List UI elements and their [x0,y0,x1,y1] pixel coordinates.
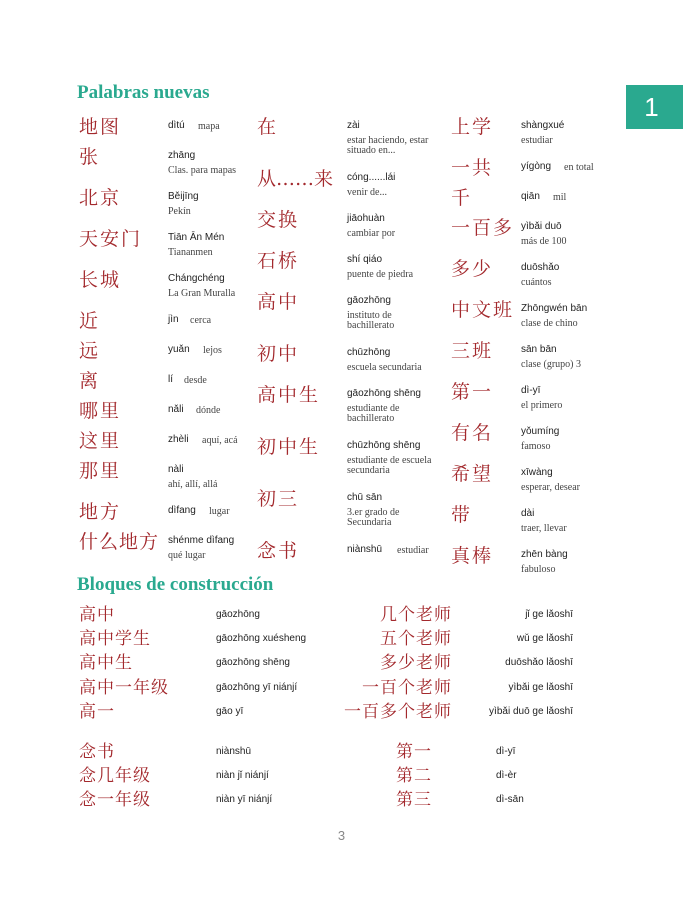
block-pinyin: gāozhōng yī niánjí [216,682,298,693]
block-hanzi: 第三 [396,790,432,810]
vocab-spanish: mapa [198,121,220,132]
vocab-hanzi: 那里 [79,460,122,482]
block-pinyin: gāozhōng [216,609,260,620]
vocab-pinyin: dìtú [168,120,185,131]
vocab-pinyin: gāozhōng shēng [347,388,421,399]
block-pinyin: dì-yī [496,746,516,757]
vocab-spanish: dónde [196,405,221,416]
vocab-hanzi: 初三 [257,488,300,510]
page-number: 3 [337,828,346,843]
vocab-hanzi: 三班 [451,340,494,362]
vocab-spanish: instituto de bachillerato [347,310,395,331]
vocab-spanish: puente de piedra [347,269,414,280]
vocab-hanzi: 千 [451,187,473,209]
block-hanzi: 念一年级 [79,790,151,810]
block-pinyin: gāo yī [216,706,244,717]
vocab-spanish: cerca [190,315,212,326]
vocab-spanish: lugar [209,506,230,517]
vocab-pinyin: dì-yī [521,385,541,396]
vocab-spanish: venir de... [347,187,387,198]
vocab-pinyin: sān bān [521,344,557,355]
block-pinyin: wǔ ge lǎoshī [516,633,573,644]
vocab-spanish: Pekín [168,206,191,217]
vocab-spanish: famoso [521,441,551,452]
vocab-spanish: estar haciendo, estar situado en... [347,135,429,156]
block-pinyin: dì-èr [496,770,517,781]
vocab-pinyin: jìn [168,314,179,325]
vocab-pinyin: yǒumíng [521,426,560,437]
vocab-spanish: desde [184,375,207,386]
vocab-spanish: traer, llevar [521,523,567,534]
block-pinyin: gāozhōng xuésheng [216,633,307,644]
vocab-spanish: La Gran Muralla [168,288,236,299]
vocab-hanzi: 高中 [257,291,300,313]
vocab-spanish: más de 100 [521,236,567,247]
block-hanzi: 高中一年级 [79,678,169,698]
vocab-spanish: Clas. para mapas [168,165,237,176]
vocab-spanish: 3.er grado de Secundaria [347,507,400,528]
block-hanzi: 几个老师 [380,605,452,625]
vocab-pinyin: Běijīng [168,191,199,202]
block-hanzi: 五个老师 [380,629,452,649]
block-pinyin: niàn yī niánjí [216,794,273,805]
block-pinyin: gāozhōng shēng [216,657,290,668]
vocab-spanish: cuántos [521,277,552,288]
vocab-pinyin: lí [168,374,173,385]
vocab-spanish: cambiar por [347,228,396,239]
vocab-spanish: aquí, acá [202,435,238,446]
vocab-hanzi: 上学 [451,116,494,138]
vocab-spanish: estudiante de bachillerato [347,403,400,424]
vocab-pinyin: nǎli [168,404,184,415]
block-hanzi: 高一 [79,702,115,722]
vocab-spanish: estudiar [397,545,429,556]
vocab-hanzi: 什么地方 [79,531,160,553]
vocab-pinyin: nàli [168,464,184,475]
vocab-hanzi: 初中生 [257,436,321,458]
vocab-hanzi: 石桥 [257,250,300,272]
vocab-spanish: clase (grupo) 3 [521,359,581,370]
block-pinyin: yìbǎi ge lǎoshī [508,682,573,693]
block-hanzi: 第二 [396,766,432,786]
vocab-pinyin: Zhōngwén bān [521,303,588,314]
vocab-hanzi: 一共 [451,157,494,179]
block-hanzi: 高中学生 [79,629,151,649]
vocab-spanish: lejos [203,345,222,356]
vocab-hanzi: 地方 [79,501,122,523]
block-hanzi: 念书 [79,742,115,762]
vocab-hanzi: 远 [79,340,101,362]
palabras-nuevas-heading: Palabras nuevas [77,82,210,103]
vocab-spanish: escuela secundaria [347,362,422,373]
vocab-hanzi: 一百多 [451,217,515,239]
vocab-hanzi: 交换 [257,209,300,231]
vocab-hanzi: 这里 [79,430,122,452]
block-hanzi: 一百多个老师 [344,702,452,722]
vocab-pinyin: chū sān [347,492,383,503]
vocab-pinyin: zhēn bàng [521,549,568,560]
vocab-pinyin: jiāohuàn [347,213,385,224]
vocab-pinyin: Tiān Ān Mén [168,232,225,243]
vocab-spanish: Tiananmen [168,247,213,258]
vocab-pinyin: yìbǎi duō [521,221,562,232]
block-hanzi: 高中 [79,605,115,625]
vocab-hanzi: 希望 [451,463,494,485]
vocab-hanzi: 初中 [257,343,300,365]
vocab-hanzi: 在 [257,116,279,138]
vocab-pinyin: zhāng [168,150,196,161]
vocab-hanzi: 北京 [79,187,122,209]
bloques-heading: Bloques de construcción [77,574,274,595]
block-pinyin: dì-sān [496,794,524,805]
vocab-pinyin: zhèli [168,434,189,445]
vocab-pinyin: dìfang [168,505,196,516]
vocab-spanish: estudiante de escuela secundaria [347,455,432,476]
block-pinyin: yìbǎi duō ge lǎoshī [489,706,573,717]
vocab-pinyin: gāozhōng [347,295,391,306]
vocab-spanish: el primero [521,400,563,411]
block-hanzi: 一百个老师 [362,678,452,698]
vocab-hanzi: 第一 [451,381,494,403]
vocab-pinyin: shàngxué [521,120,565,131]
vocab-hanzi: 带 [451,504,473,526]
chapter-tab: 1 [626,85,683,129]
block-pinyin: jǐ ge lǎoshī [525,609,573,620]
vocab-pinyin: shénme dìfang [168,535,235,546]
block-hanzi: 多少老师 [380,653,452,673]
vocab-hanzi: 长城 [79,269,122,291]
vocab-hanzi: 离 [79,370,101,392]
vocab-pinyin: cóng......lái [347,172,396,183]
vocab-pinyin: zài [347,120,360,131]
vocab-pinyin: duōshǎo [521,262,560,273]
vocab-pinyin: yuǎn [168,344,190,355]
vocab-spanish: esperar, desear [521,482,581,493]
vocab-hanzi: 地图 [79,116,122,138]
vocab-pinyin: shí qiáo [347,254,383,265]
vocab-pinyin: chūzhōng [347,347,391,358]
block-pinyin: niàn jǐ niánjí [216,770,269,781]
block-pinyin: duōshǎo lǎoshī [505,657,573,668]
vocab-pinyin: chūzhōng shēng [347,440,421,451]
vocab-hanzi: 中文班 [451,299,515,321]
vocab-pinyin: niànshū [347,544,383,555]
block-hanzi: 高中生 [79,653,133,673]
vocab-hanzi: 近 [79,310,101,332]
vocab-pinyin: Chángchéng [168,273,225,284]
vocab-spanish: qué lugar [168,550,206,561]
vocab-pinyin: xīwàng [521,467,553,478]
vocab-pinyin: yígòng [521,161,552,172]
vocab-spanish: fabuloso [521,564,556,575]
vocab-hanzi: 天安门 [79,228,143,250]
vocab-hanzi: 高中生 [257,384,321,406]
vocab-hanzi: 有名 [451,422,494,444]
vocab-hanzi: 张 [79,146,101,168]
vocab-spanish: clase de chino [521,318,578,329]
vocab-pinyin: qiān [521,191,540,202]
block-hanzi: 念几年级 [79,766,151,786]
vocab-spanish: estudiar [521,135,553,146]
vocab-spanish: en total [564,162,594,173]
vocab-hanzi: 多少 [451,258,494,280]
vocab-hanzi: 哪里 [79,400,122,422]
vocab-hanzi: 念书 [257,540,300,562]
vocab-spanish: mil [553,192,567,203]
vocab-hanzi: 从……来 [257,168,334,190]
block-pinyin: niànshū [216,746,252,757]
block-hanzi: 第一 [396,742,432,762]
vocab-hanzi: 真棒 [451,545,494,567]
vocab-pinyin: dài [521,508,535,519]
vocab-spanish: ahí, allí, allá [168,479,218,490]
